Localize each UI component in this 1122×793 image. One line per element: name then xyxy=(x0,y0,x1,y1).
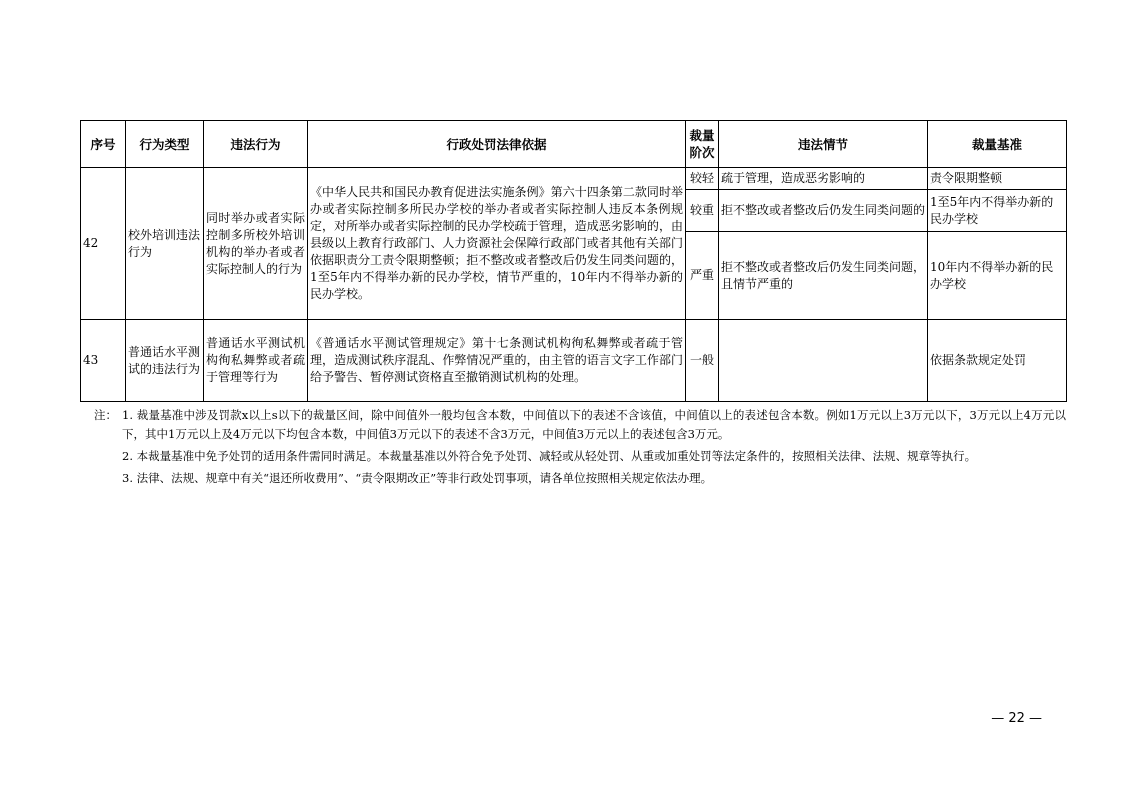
note-item xyxy=(94,406,1066,444)
row-basis: 《普通话水平测试管理规定》第十七条测试机构徇私舞弊或者疏于管理，造成测试秩序混乱、作弊情况严重的，由主管的语言文字工作部门给予警告、暂停测试资格直至撤销测试机构的处理。 xyxy=(308,320,686,402)
row-circumstance: 拒不整改或者整改后仍发生同类问题，且情节严重的 xyxy=(719,232,928,320)
row-standard: 10年内不得举办新的民办学校 xyxy=(928,232,1067,320)
header-level: 裁量阶次 xyxy=(686,121,719,168)
row-standard: 依据条款规定处罚 xyxy=(928,320,1067,402)
notes-section xyxy=(94,406,1066,491)
row-level: 严重 xyxy=(686,232,719,320)
note-text: 1. 裁量基准中涉及罚款x以上s以下的裁量区间，除中间值外一般均包含本数，中间值以下的表述不含该值，中间值以上的表述包含本数。例如1万元以上3万元以下，3万元以上4万元以下，其中1万元以上及4万元以下均包含本数，中间值3万元以下的表述不含3万元，中间值3万元以上的表述包含3万元。 xyxy=(122,408,1066,441)
notes-prefix: 注： xyxy=(94,408,117,422)
row-type: 普通话水平测试的违法行为 xyxy=(126,320,204,402)
note-item xyxy=(94,469,1066,488)
table-header-row xyxy=(81,121,1067,168)
row-standard: 1至5年内不得举办新的民办学校 xyxy=(928,190,1067,232)
row-level: 较轻 xyxy=(686,168,719,190)
header-violation: 违法行为 xyxy=(204,121,308,168)
note-item xyxy=(94,447,1066,466)
row-violation: 普通话水平测试机构徇私舞弊或者疏于管理等行为 xyxy=(204,320,308,402)
header-basis: 行政处罚法律依据 xyxy=(308,121,686,168)
row-no: 43 xyxy=(81,320,126,402)
row-no: 42 xyxy=(81,168,126,320)
row-type: 校外培训违法行为 xyxy=(126,168,204,320)
penalty-standard-table xyxy=(80,120,1067,402)
note-text: 2. 本裁量基准中免予处罚的适用条件需同时满足。本裁量基准以外符合免予处罚、减轻或从轻处罚、从重或加重处罚等法定条件的，按照相关法律、法规、规章等执行。 xyxy=(122,449,977,463)
note-text: 3. 法律、法规、规章中有关“退还所收费用”、“责令限期改正”等非行政处罚事项，请各单位按照相关规定依法办理。 xyxy=(122,471,713,485)
row-standard: 责令限期整顿 xyxy=(928,168,1067,190)
row-level: 较重 xyxy=(686,190,719,232)
table-row xyxy=(81,320,1067,402)
row-circumstance: 拒不整改或者整改后仍发生同类问题的 xyxy=(719,190,928,232)
header-no: 序号 xyxy=(81,121,126,168)
row-basis: 《中华人民共和国民办教育促进法实施条例》第六十四条第二款同时举办或者实际控制多所民办学校的举办者或者实际控制人违反本条例规定，对所举办或者实际控制的民办学校疏于管理，造成恶劣影响的，由县级以上教育行政部门、人力资源社会保障行政部门或者其他有关部门依据职责分工责令限期整顿；拒不整改或者整改后仍发生同类问题的，1至5年内不得举办新的民办学校，情节严重的，10年内不得举办新的民办学校。 xyxy=(308,168,686,320)
header-circumstance: 违法情节 xyxy=(719,121,928,168)
row-violation: 同时举办或者实际控制多所校外培训机构的举办者或者实际控制人的行为 xyxy=(204,168,308,320)
row-level: 一般 xyxy=(686,320,719,402)
row-circumstance: 疏于管理，造成恶劣影响的 xyxy=(719,168,928,190)
header-standard: 裁量基准 xyxy=(928,121,1067,168)
row-circumstance xyxy=(719,320,928,402)
table-row xyxy=(81,168,1067,190)
page-number: — 22 — xyxy=(991,711,1042,726)
header-type: 行为类型 xyxy=(126,121,204,168)
